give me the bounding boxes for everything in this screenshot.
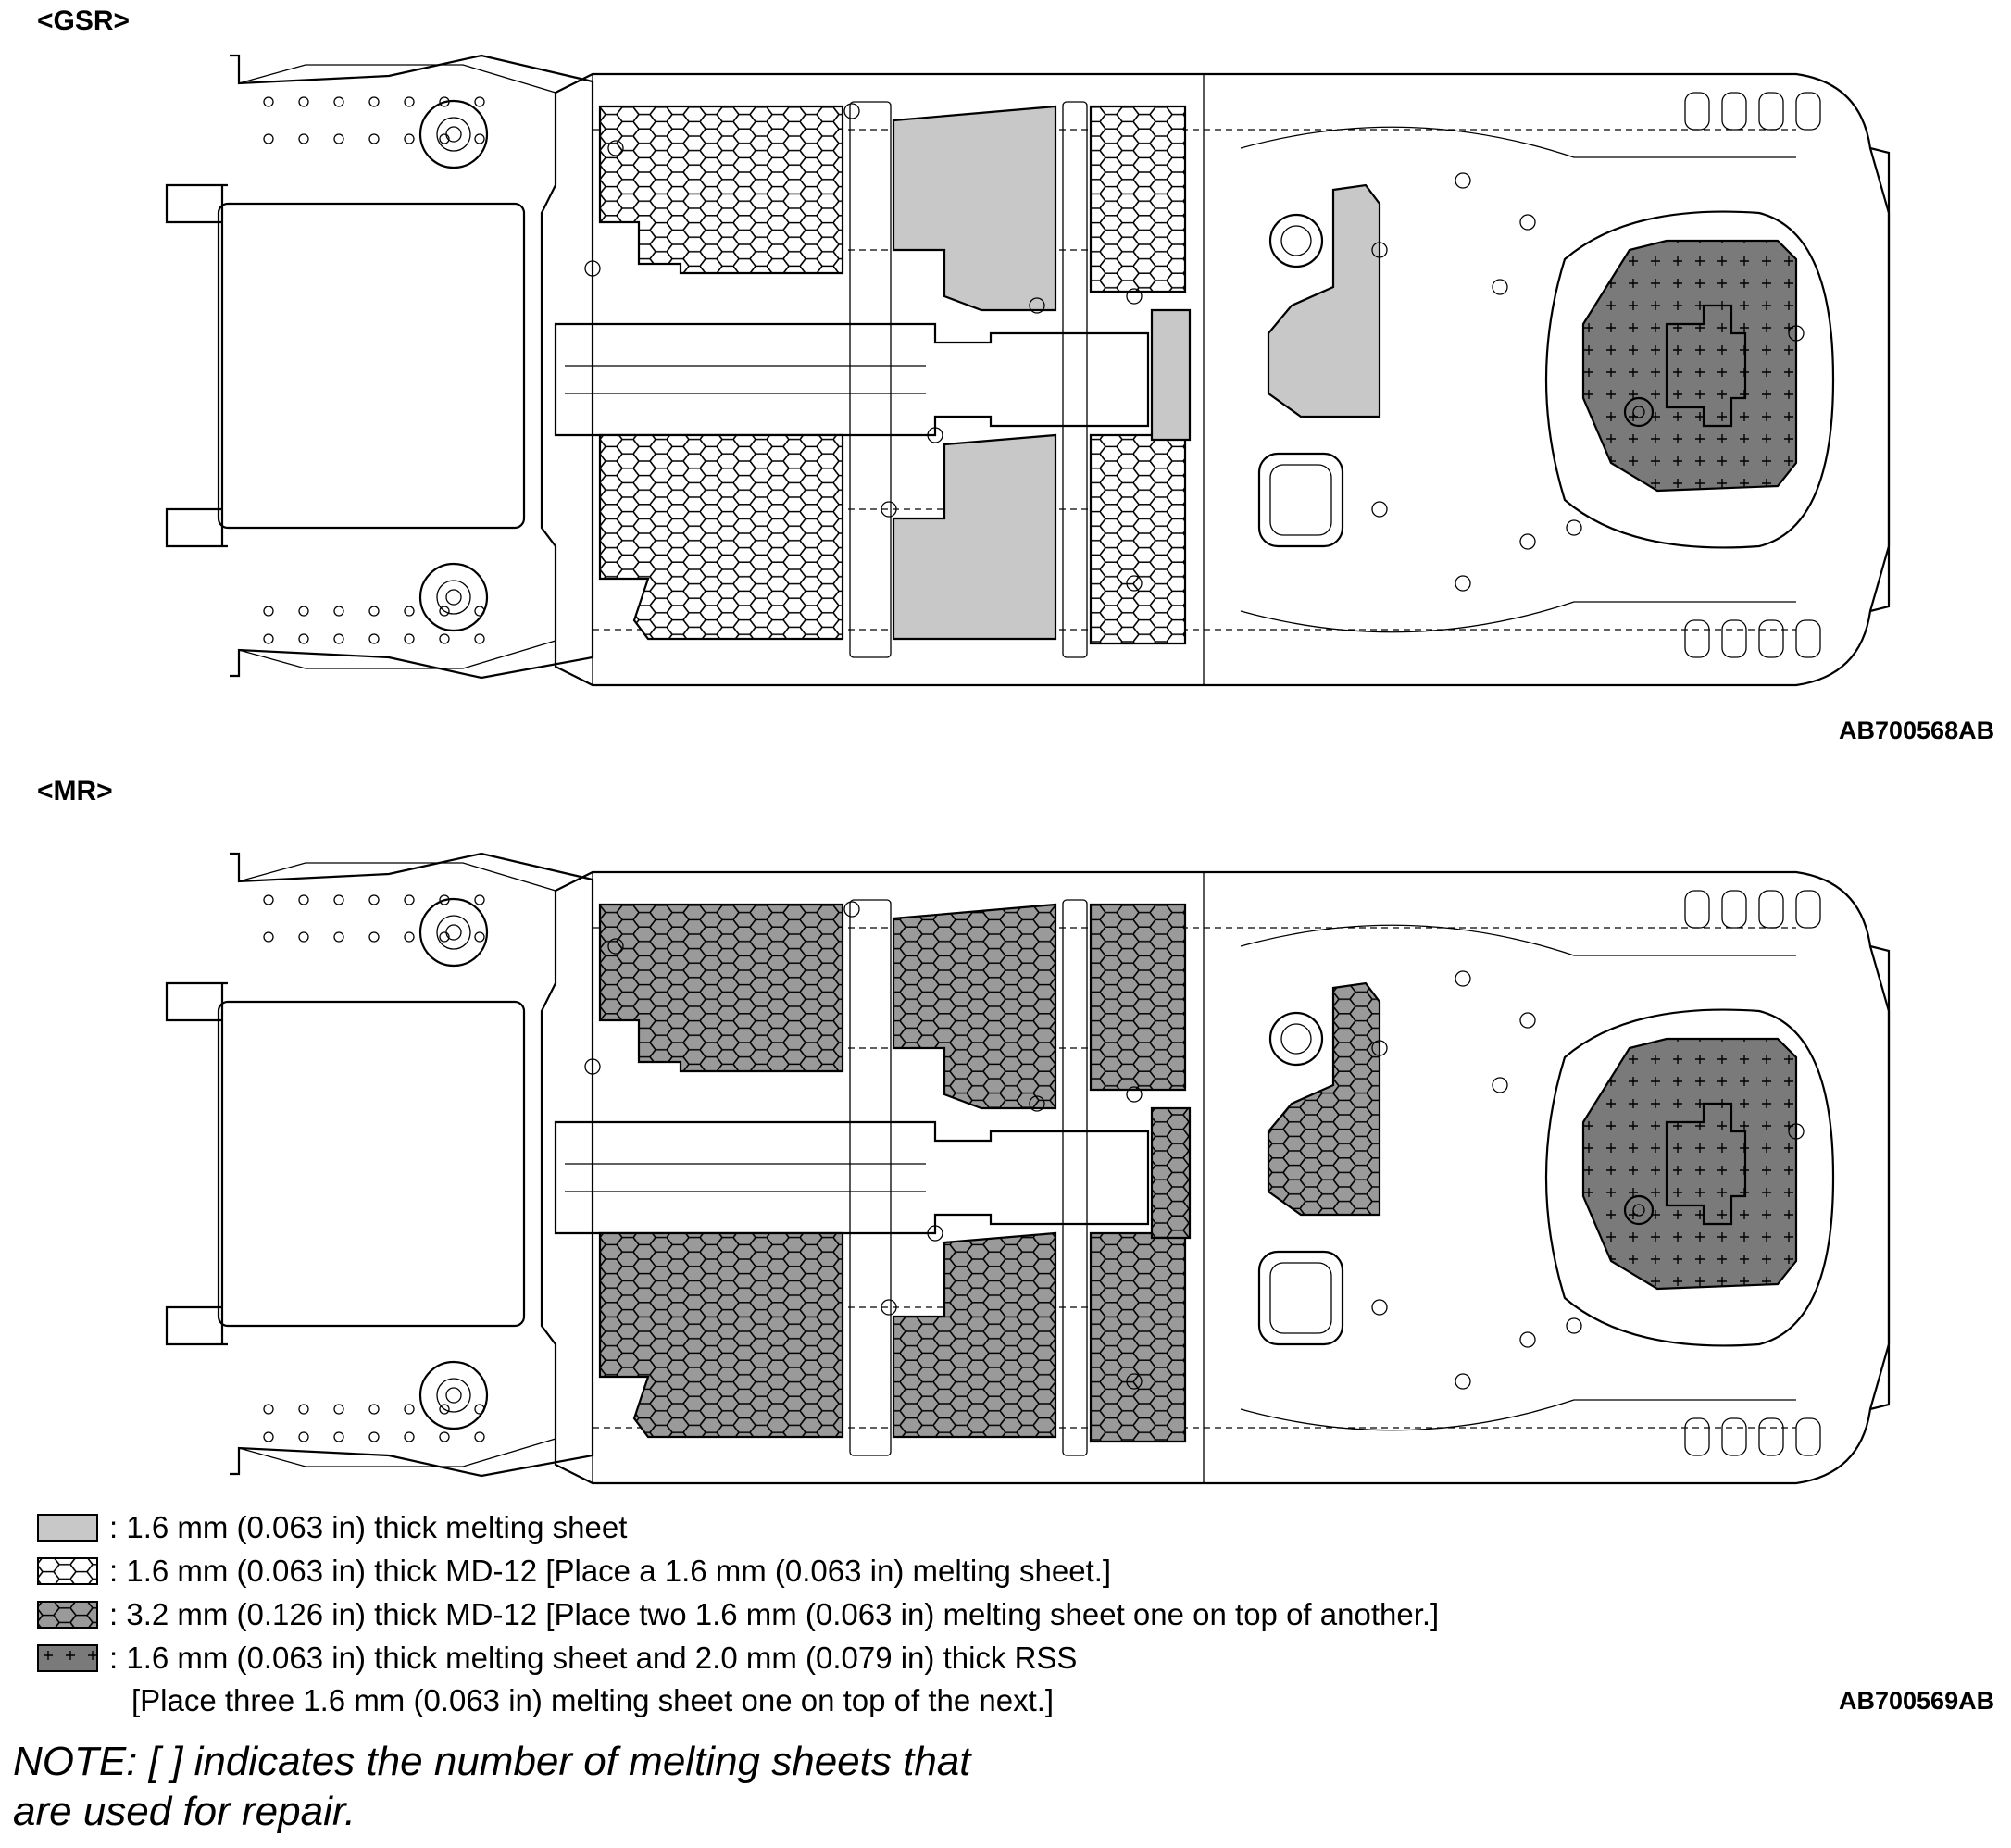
note-text [13, 1737, 971, 1837]
rear-wheelhouse-lower [1241, 602, 1796, 632]
legend-swatch-md12-single [37, 1557, 98, 1585]
sheet-front-left [600, 106, 843, 273]
legend-text-rss: : 1.6 mm (0.063 in) thick melting sheet and 2.0 mm (0.079 in) thick RSS [109, 1641, 1078, 1675]
sheet-rear-step [1268, 983, 1380, 1215]
access-hole-rear-2 [1259, 1252, 1343, 1344]
cross-member-2 [1063, 900, 1087, 1455]
cross-member-1 [850, 900, 891, 1455]
section-label-gsr: <GSR> [37, 6, 131, 36]
legend-item-plain-sheet [37, 1509, 627, 1546]
legend-swatch-rss [37, 1644, 98, 1672]
access-hole-rear-1 [1270, 1013, 1322, 1065]
access-hole-rear-2 [1259, 454, 1343, 546]
sheet-center-lower [893, 1233, 1055, 1437]
sheet-rear-step [1268, 185, 1380, 417]
underbody-diagram-mr [0, 826, 2011, 1530]
front-crossmember-outline [230, 56, 593, 678]
legend-text-plain: : 1.6 mm (0.063 in) thick melting sheet [109, 1510, 628, 1544]
legend-text-rss-continuation: [Place three 1.6 mm (0.063 in) melting sheet one on top of the next.] [131, 1683, 1055, 1717]
sheet-rear-upper [1091, 905, 1185, 1090]
legend-swatch-md12-double [37, 1601, 98, 1629]
note-line-2: are used for repair. [13, 1789, 356, 1834]
sheet-front-right [600, 435, 843, 639]
sheet-front-left [600, 905, 843, 1071]
rear-wheelhouse-upper [1241, 127, 1796, 157]
strut-tower-front-0 [420, 899, 487, 966]
sheet-tunnel [1152, 1108, 1190, 1238]
figure-code-mr: AB700569AB [1839, 1687, 1995, 1715]
sheet-rear-lower [1091, 1233, 1185, 1442]
sheet-center-upper [893, 106, 1055, 310]
legend-item-rss [37, 1640, 1077, 1677]
strut-tower-front-0 [420, 101, 487, 168]
legend-item-md12-single [37, 1553, 1111, 1590]
strut-tower-front-1 [420, 564, 487, 631]
sheet-front-right [600, 1233, 843, 1437]
figure-code-gsr: AB700568AB [1839, 717, 1995, 744]
legend-swatch-plain [37, 1514, 98, 1542]
legend-text-md12-single: : 1.6 mm (0.063 in) thick MD-12 [Place a 1.6 mm (0.063 in) melting sheet.] [109, 1554, 1112, 1588]
section-label-mr: <MR> [37, 776, 113, 806]
sheet-tunnel [1152, 310, 1190, 440]
legend-item-md12-double [37, 1596, 1439, 1633]
access-hole-rear-1 [1270, 215, 1322, 267]
underbody-diagram-gsr [0, 28, 2011, 731]
cross-member-1 [850, 102, 891, 657]
sheet-center-lower [893, 435, 1055, 639]
sheet-rear-upper [1091, 106, 1185, 292]
strut-tower-front-1 [420, 1362, 487, 1429]
sheet-rear-lower [1091, 435, 1185, 643]
legend-text-md12-double: : 3.2 mm (0.126 in) thick MD-12 [Place two 1.6 mm (0.063 in) melting sheet one on top of another.] [109, 1597, 1440, 1631]
cross-member-2 [1063, 102, 1087, 657]
sheet-spare-tire-well [1583, 241, 1796, 491]
center-tunnel [556, 324, 1148, 435]
rear-wheelhouse-upper [1241, 925, 1796, 955]
sheet-spare-tire-well [1583, 1039, 1796, 1289]
engine-bay-opening [219, 1002, 524, 1326]
rear-wheelhouse-lower [1241, 1400, 1796, 1430]
note-line-1: NOTE: [ ] indicates the number of melting sheets that [13, 1739, 971, 1784]
engine-bay-opening [219, 204, 524, 528]
sheet-center-upper [893, 905, 1055, 1108]
center-tunnel [556, 1122, 1148, 1233]
front-crossmember-outline [230, 854, 593, 1476]
